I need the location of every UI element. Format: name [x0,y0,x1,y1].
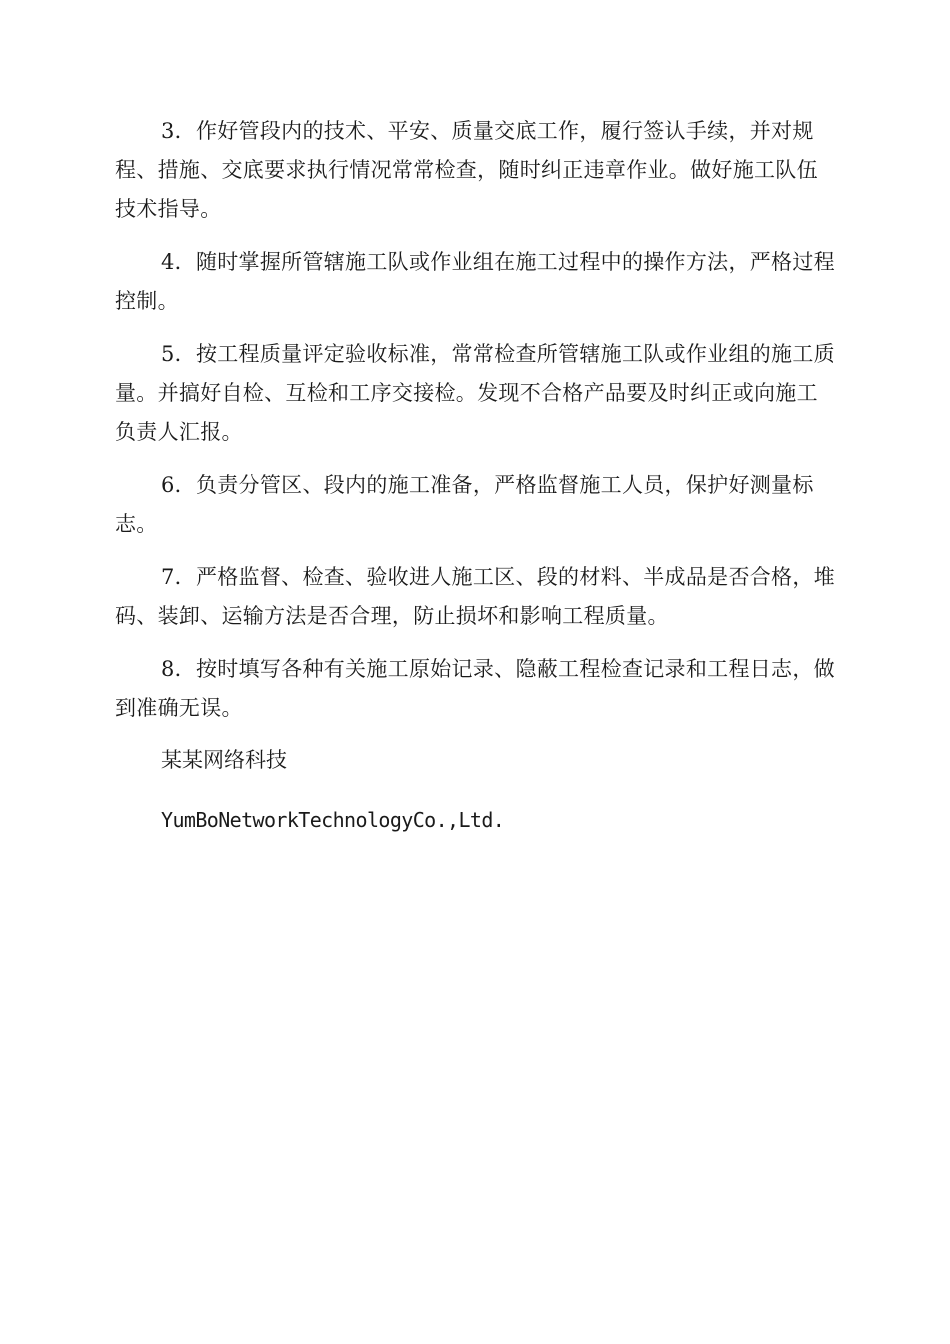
paragraph-item-4: 4．随时掌握所管辖施工队或作业组在施工过程中的操作方法，严格过程控制。 [115,250,835,313]
company-name-cn: 某某网络科技 [161,748,287,772]
paragraph-item-5: 5．按工程质量评定验收标准，常常检查所管辖施工队或作业组的施工质量。并搞好自检、互检和工序交接检。发现不合格产品要及时纠正或向施工负责人汇报。 [115,342,835,444]
paragraph-item-6: 6．负责分管区、段内的施工准备，严格监督施工人员，保护好测量标志。 [115,473,814,536]
paragraph-item-8: 8．按时填写各种有关施工原始记录、隐蔽工程检查记录和工程日志，做到准确无误。 [115,657,835,720]
paragraph-item-7: 7．严格监督、检查、验收进人施工区、段的材料、半成品是否合格，堆码、装卸、运输方法是否合理，防止损坏和影响工程质量。 [115,565,835,628]
document-body [115,112,835,838]
company-name-en: YumBoNetworkTechnologyCo.,Ltd. [161,808,505,832]
paragraph-item-3: 3．作好管段内的技术、平安、质量交底工作，履行签认手续，并对规程、措施、交底要求执行情况常常检查，随时纠正违章作业。做好施工队伍技术指导。 [115,119,818,221]
